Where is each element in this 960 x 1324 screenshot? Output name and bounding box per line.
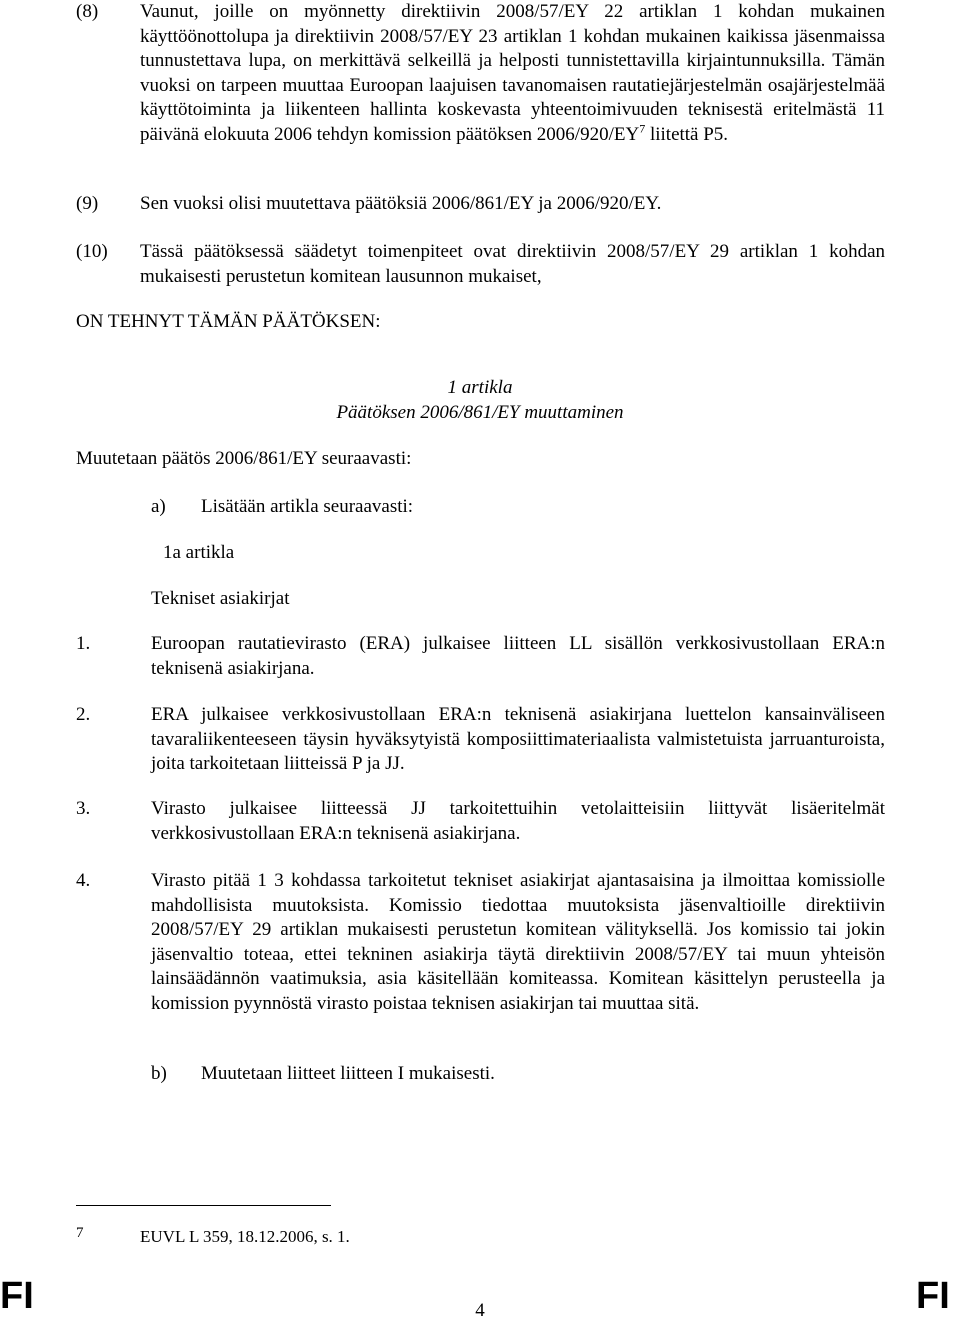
paragraph-4 (76, 869, 885, 1016)
paragraph-text: Virasto julkaisee liitteessä JJ tarkoitettuihin vetolaitteisiin liittyvät lisäeritelmät verkkosivustollaan ERA:n teknisenä asiakirjana. (151, 798, 885, 844)
point-b-text: Muutetaan liitteet liitteen I mukaisesti. (201, 1063, 495, 1084)
paragraph-number: 4. (76, 870, 91, 891)
paragraph-number: 3. (76, 798, 91, 819)
enacting-formula: ON TEHNYT TÄMÄN PÄÄTÖKSEN: (76, 311, 381, 332)
article-number: 1 artikla (447, 377, 513, 398)
paragraph-text: ERA julkaisee verkkosivustollaan ERA:n teknisenä asiakirjana luettelon kansainväliseen tavaraliikenteeseen täysin hyväksytyistä komposiittimateriaalista valmistetuista jarruanturoista, joita tarkoitetaan liitteissä P ja JJ. (151, 704, 885, 774)
footnote-separator (76, 1205, 331, 1206)
footnote-text: EUVL L 359, 18.12.2006, s. 1. (140, 1227, 350, 1246)
new-article-number: 1a artikla (163, 542, 235, 563)
language-code-left: FI (0, 1275, 34, 1317)
recital-number: (10) (76, 241, 108, 262)
article-title: Päätöksen 2006/861/EY muuttaminen (336, 402, 624, 423)
footnote-number: 7 (76, 1225, 84, 1241)
recital-text: Vaunut, joille on myönnetty direktiivin 2008/57/EY 22 artiklan 1 kohdan mukainen käyttöönottolupa ja direktiivin 2008/57/EY 23 artiklan 1 kohdan mukainen kaikissa jäsenmaissa tunnustettava lupa, on merkittävä selkeillä ja helposti tunnistettavilla kirjaintunnuksilla. Tämän vuoksi on tarpeen muuttaa Euroopan laajuisen tavanomaisen rautatiejärjestelmän osajärjestelmää käyttötoiminta ja liikenteen hallinta koskevasta yhteentoimivuuden teknisestä eritelmästä 11 päivänä elokuuta 2006 tehdyn komission päätöksen $2006/920/EY^7$ liitettä P5. (140, 1, 885, 145)
recital-number: (8) (76, 1, 99, 22)
paragraph-3 (76, 797, 885, 846)
paragraph-1 (76, 632, 885, 681)
new-article-title: Tekniset asiakirjat (151, 588, 290, 609)
recital-10 (76, 240, 885, 289)
recital-9 (76, 192, 885, 217)
paragraph-number: 2. (76, 704, 91, 725)
recital-text: Sen vuoksi olisi muutettava päätöksiä 2006/861/EY ja 2006/920/EY. (140, 193, 662, 214)
recital-8 (76, 0, 885, 147)
footnote-ref[interactable]: 7 (639, 121, 646, 136)
paragraph-text: Euroopan rautatievirasto (ERA) julkaisee liitteen LL sisällön verkkosivustollaan ERA:n teknisenä asiakirjana. (151, 633, 885, 679)
language-code-right: FI (916, 1275, 950, 1317)
page-number: 4 (475, 1300, 485, 1321)
point-b-label: b) (151, 1063, 167, 1084)
point-a-label: a) (151, 496, 166, 517)
amendment-intro: Muutetaan päätös 2006/861/EY seuraavasti: (76, 448, 412, 469)
paragraph-text: Virasto pitää 1 3 kohdassa tarkoitetut tekniset asiakirjat ajantasaisina ja ilmoittaa komissiolle mahdollisista muutoksista. Komissio tiedottaa muutoksista jäsenvaltioille direktiivin 2008/57/EY 29 artiklan mukaisesti perustetun komitean välityksellä. Jos komissio tai jokin jäsenvaltio toteaa, ettei tekninen asiakirja täytä direktiivin 2008/57/EY tai muun yhteisön lainsäädännön vaatimuksia, asia käsitellään komiteassa. Komitean käsittelyn perusteella ja komission pyynnöstä virasto poistaa teknisen asiakirjan tai muuttaa sitä. (151, 870, 885, 1014)
paragraph-2 (76, 703, 885, 777)
paragraph-number: 1. (76, 633, 91, 654)
point-a-text: Lisätään artikla seuraavasti: (201, 496, 414, 517)
recital-number: (9) (76, 193, 99, 214)
recital-text: Tässä päätöksessä säädetyt toimenpiteet ovat direktiivin 2008/57/EY 29 artiklan 1 kohdan mukaisesti perustetun komitean lausunnon mukaiset, (140, 241, 885, 287)
